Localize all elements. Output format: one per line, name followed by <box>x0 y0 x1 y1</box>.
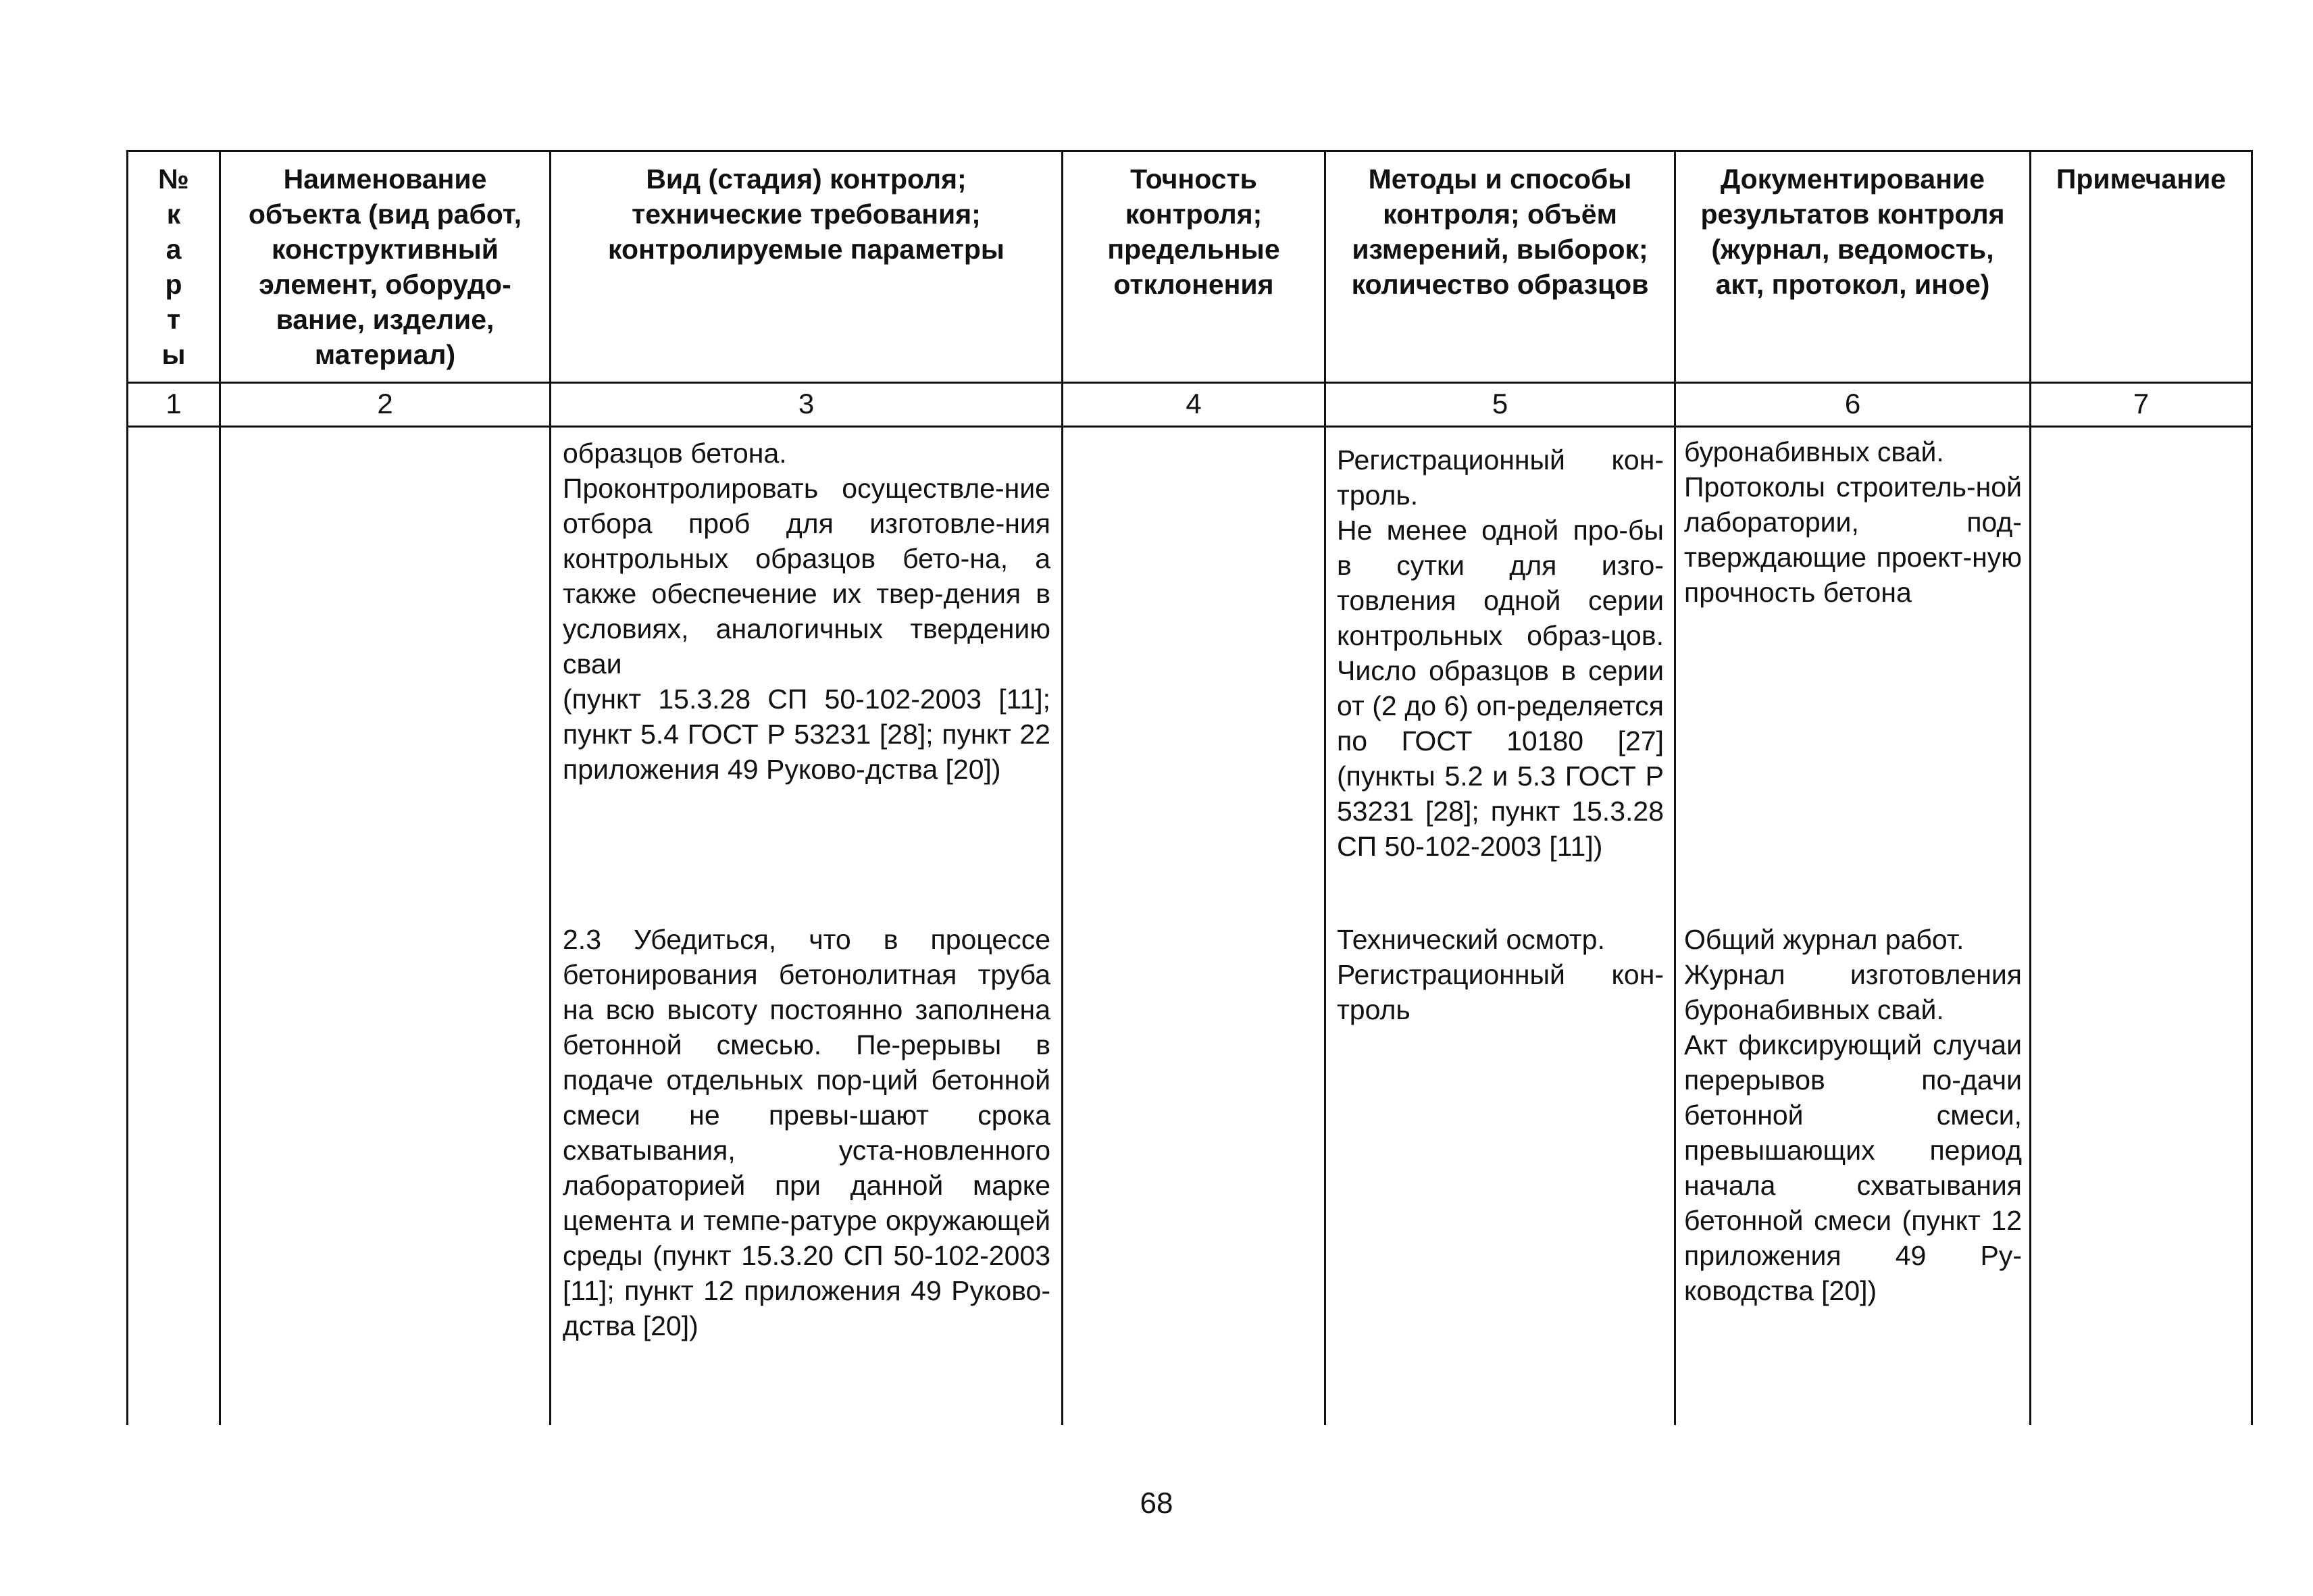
text-paragraph: Акт фиксирующий случаи перерывов по-дачи бетонной смеси, превышающих период начала схватывания бетонной смеси (пункт 12 приложения 49 Ру-ководства [20]) <box>1684 1029 2022 1306</box>
column-number: 1 <box>166 388 182 419</box>
column-number: 3 <box>798 388 815 419</box>
header-note: Примечание <box>2056 163 2227 195</box>
column-number: 5 <box>1492 388 1508 419</box>
text-paragraph: Протоколы строитель-ной лаборатории, под-тверждающие проект-ную прочность бетона <box>1684 471 2022 608</box>
column-number: 7 <box>2133 388 2150 419</box>
column-divider <box>549 152 551 1425</box>
text-paragraph: (пункт 15.3.28 СП 50-102-2003 [11]; пункт 5.4 ГОСТ Р 53231 [28]; пункт 22 приложения 49 Руково-дства [20]) <box>563 684 1050 785</box>
text-paragraph: буронабивных свай. <box>1684 436 1944 467</box>
text-paragraph: Регистрационный кон-троль <box>1337 959 1664 1025</box>
block1-control-requirements <box>563 436 1050 787</box>
header-documentation: Документирование результатов контроля (журнал, ведомость, акт, протокол, иное) <box>1700 163 2005 300</box>
text-paragraph: Не менее одной про-бы в сутки для изго-товления одной серии контрольных образ-цов. Число образцов в серии от (2 до 6) оп-ределяется по ГОСТ 10180 [27] (пункты 5.2 и 5.3 ГОСТ Р 53231 [28]; пункт 15.3.28 СП 50-102-2003 [11]) <box>1337 515 1664 862</box>
text-paragraph: Регистрационный кон-троль. <box>1337 444 1664 511</box>
block2-documentation <box>1684 922 2022 1308</box>
header-accuracy: Точность контроля; предельные отклонения <box>1107 163 1280 300</box>
control-table <box>126 150 2253 1425</box>
column-number: 2 <box>377 388 393 419</box>
block1-methods <box>1337 442 1664 864</box>
header-card-number: № к а р т ы <box>158 163 189 370</box>
text-paragraph: Технический осмотр. <box>1337 924 1605 955</box>
text-paragraph: Проконтролировать осуществле-ние отбора проб для изготовле-ния контрольных образцов бето-на, а также обеспечение их твер-дения в условиях, аналогичных твердению сваи <box>563 473 1050 679</box>
header-methods: Методы и способы контроля; объём измерений, выборок; количество образцов <box>1351 163 1649 300</box>
block2-methods <box>1337 922 1664 1027</box>
column-divider <box>1324 152 1326 1425</box>
block1-documentation <box>1684 434 2022 610</box>
text-paragraph: Общий журнал работ. <box>1684 924 1964 955</box>
header-divider <box>128 382 2251 384</box>
column-divider <box>2029 152 2031 1425</box>
number-row-divider <box>128 426 2251 428</box>
column-number: 6 <box>1844 388 1861 419</box>
text-paragraph: образцов бетона. <box>563 438 787 469</box>
column-divider <box>1674 152 1676 1425</box>
page-number: 68 <box>1140 1487 1173 1520</box>
header-object-name: Наименование объекта (вид работ, конструктивный элемент, оборудо- вание, изделие, материал) <box>248 163 522 370</box>
text-paragraph: Журнал изготовления буронабивных свай. <box>1684 959 2022 1025</box>
column-number: 4 <box>1186 388 1202 419</box>
column-divider <box>1061 152 1063 1425</box>
block2-control-requirements <box>563 922 1050 1343</box>
header-control-type: Вид (стадия) контроля; технические требования; контролируемые параметры <box>608 163 1005 265</box>
text-paragraph: 2.3 Убедиться, что в процессе бетонирования бетонолитная труба на всю высоту постоянно заполнена бетонной смесью. Пе-рерывы в подаче отдельных пор-ций бетонной смеси не превы-шают срока схватывания, уста-новленного лабораторией при данной марке цемента и темпе-ратуре окружающей среды (пункт 15.3.20 СП 50-102-2003 [11]; пункт 12 приложения 49 Руково-дства [20]) <box>563 924 1050 1341</box>
